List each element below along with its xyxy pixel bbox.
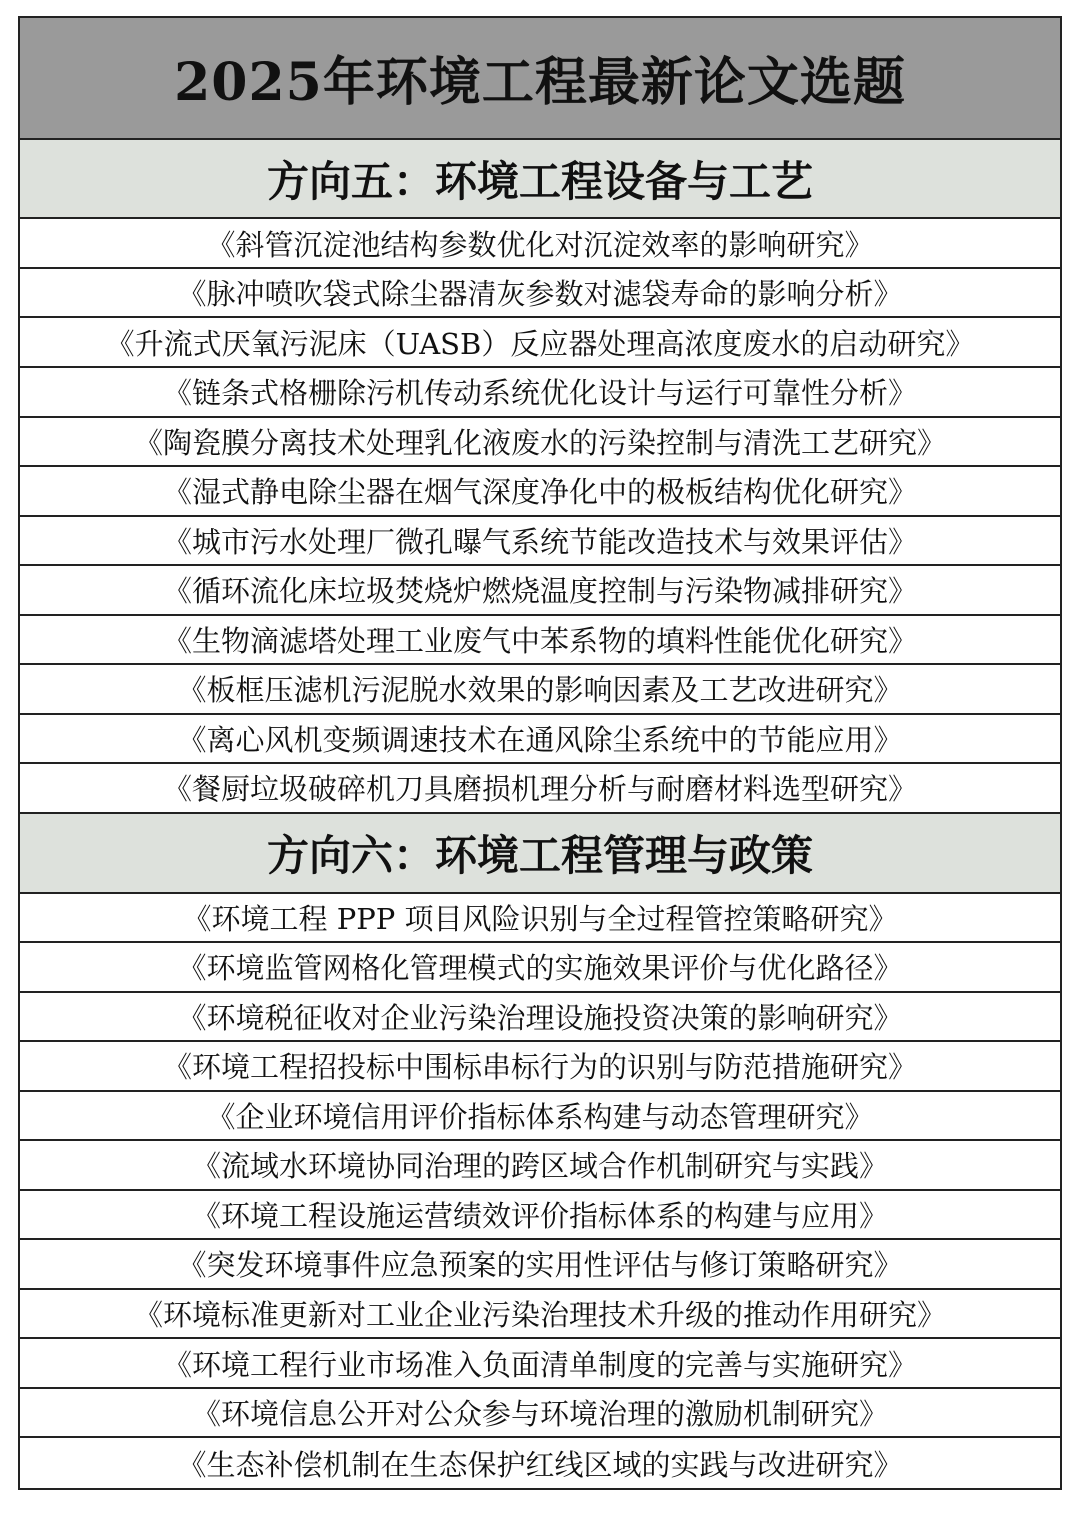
- topic-row: 《环境工程行业市场准入负面清单制度的完善与实施研究》: [20, 1339, 1060, 1389]
- topic-row: 《环境监管网格化管理模式的实施效果评价与优化路径》: [20, 943, 1060, 993]
- topic-table: [18, 16, 1062, 1490]
- topic-row: 《环境标准更新对工业企业污染治理技术升级的推动作用研究》: [20, 1290, 1060, 1340]
- topic-row: 《脉冲喷吹袋式除尘器清灰参数对滤袋寿命的影响分析》: [20, 269, 1060, 319]
- topic-row: 《城市污水处理厂微孔曝气系统节能改造技术与效果评估》: [20, 517, 1060, 567]
- topic-row: 《生态补偿机制在生态保护红线区域的实践与改进研究》: [177, 1447, 903, 1482]
- topic-row: 《流域水环境协同治理的跨区域合作机制研究与实践》: [20, 1141, 1060, 1191]
- topic-row: 《环境工程 PPP 项目风险识别与全过程管控策略研究》: [20, 894, 1060, 944]
- topic-row: 《环境工程设施运营绩效评价指标体系的构建与应用》: [20, 1191, 1060, 1241]
- topic-row: 《企业环境信用评价指标体系构建与动态管理研究》: [20, 1092, 1060, 1142]
- topic-row: 《升流式厌氧污泥床（UASB）反应器处理高浓度废水的启动研究》: [20, 318, 1060, 368]
- topic-row: 《离心风机变频调速技术在通风除尘系统中的节能应用》: [20, 715, 1060, 765]
- topic-row: 《陶瓷膜分离技术处理乳化液废水的污染控制与清洗工艺研究》: [20, 418, 1060, 468]
- topic-row: 《环境工程招投标中围标串标行为的识别与防范措施研究》: [20, 1042, 1060, 1092]
- topic-row: 《餐厨垃圾破碎机刀具磨损机理分析与耐磨材料选型研究》: [20, 764, 1060, 814]
- topic-row: 《链条式格栅除污机传动系统优化设计与运行可靠性分析》: [20, 368, 1060, 418]
- section-heading-6: 方向六：环境工程管理与政策: [20, 814, 1060, 894]
- page-title: 2025年环境工程最新论文选题: [20, 18, 1060, 140]
- topic-row: 《斜管沉淀池结构参数优化对沉淀效率的影响研究》: [20, 219, 1060, 269]
- topic-row: 《循环流化床垃圾焚烧炉燃烧温度控制与污染物减排研究》: [20, 566, 1060, 616]
- topic-row: 《湿式静电除尘器在烟气深度净化中的极板结构优化研究》: [20, 467, 1060, 517]
- topic-row: 《突发环境事件应急预案的实用性评估与修订策略研究》: [20, 1240, 1060, 1290]
- topic-row: 《环境信息公开对公众参与环境治理的激励机制研究》: [20, 1389, 1060, 1439]
- topic-row: 《板框压滤机污泥脱水效果的影响因素及工艺改进研究》: [20, 665, 1060, 715]
- section-heading-5: 方向五：环境工程设备与工艺: [20, 140, 1060, 220]
- topic-row: 《环境税征收对企业污染治理设施投资决策的影响研究》: [20, 993, 1060, 1043]
- topic-row: 《生物滴滤塔处理工业废气中苯系物的填料性能优化研究》: [20, 616, 1060, 666]
